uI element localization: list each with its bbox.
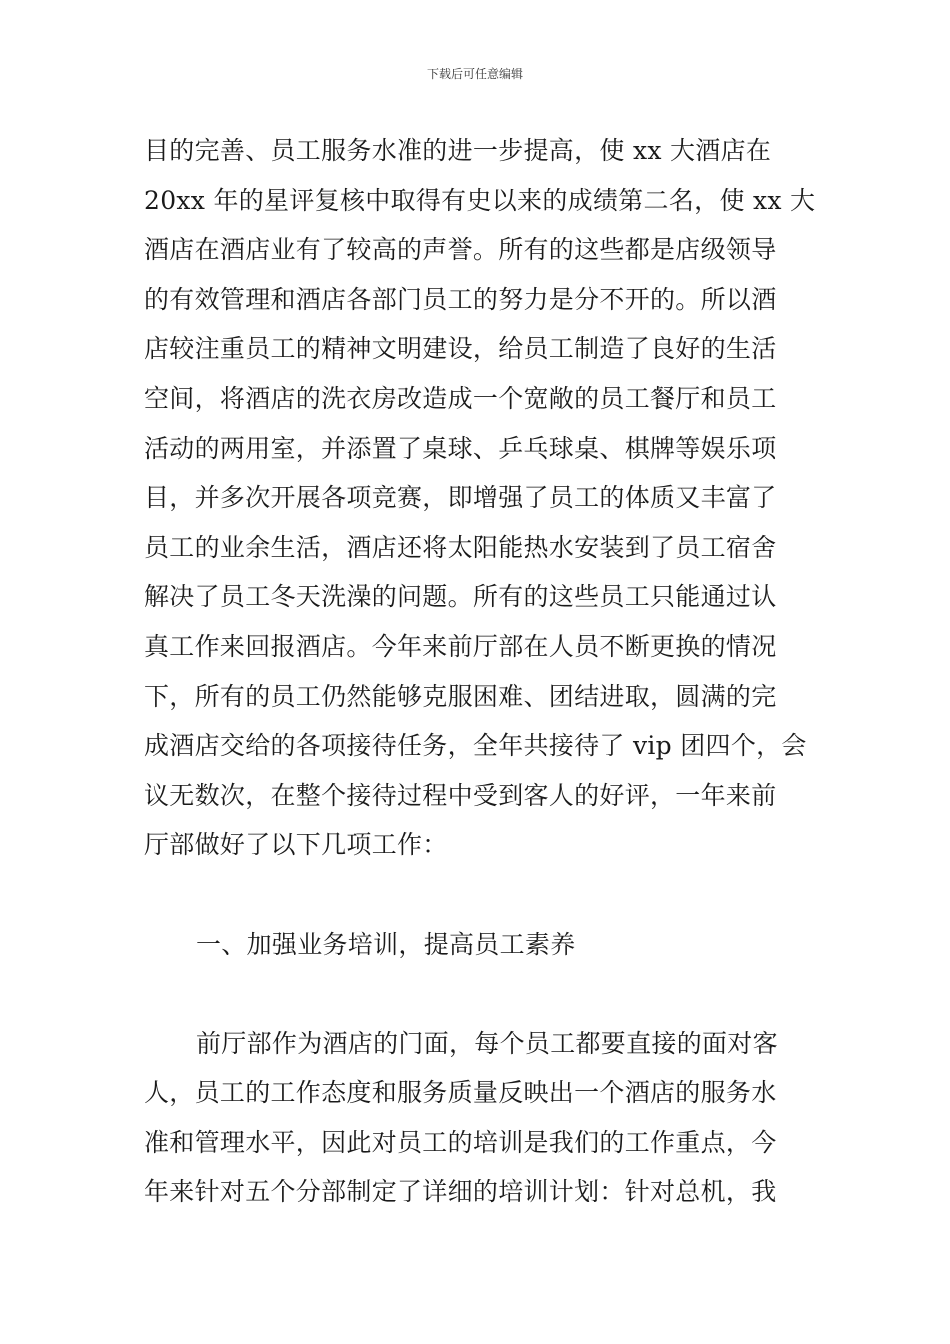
paragraph (144, 1019, 809, 1217)
text-line: 解决了员工冬天洗澡的问题。所有的这些员工只能通过认 (144, 582, 777, 612)
text-line: 空间，将酒店的洗衣房改造成一个宽敞的员工餐厅和员工 (144, 383, 777, 413)
text-line: 准和管理水平，因此对员工的培训是我们的工作重点，今 (144, 1127, 777, 1157)
text-line: 活动的两用室，并添置了桌球、乒乓球桌、棋牌等娱乐项 (144, 433, 777, 463)
paragraph (144, 126, 816, 870)
text-line: 目的完善、员工服务水准的进一步提高，使 xx 大酒店在 (144, 136, 772, 165)
text-line: 目，并多次开展各项竞赛，即增强了员工的体质又丰富了 (144, 483, 777, 513)
text-line: 下，所有的员工仍然能够克服困难、团结进取，圆满的完 (144, 681, 777, 711)
text-line: 人，员工的工作态度和服务质量反映出一个酒店的服务水 (144, 1078, 777, 1108)
text-line: 真工作来回报酒店。今年来前厅部在人员不断更换的情况 (144, 631, 777, 661)
document-body (144, 126, 816, 1217)
page-header: 下载后可任意编辑 (426, 67, 523, 81)
text-line: 成酒店交给的各项接待任务，全年共接待了 vip 团四个，会 (144, 731, 807, 761)
text-line: 年来针对五个分部制定了详细的培训计划：针对总机，我 (144, 1177, 777, 1207)
text-line: 前厅部作为酒店的门面，每个员工都要直接的面对客 (196, 1028, 778, 1058)
text-line: 20xx 年的星评复核中取得有史以来的成绩第二名，使 xx 大 (144, 185, 816, 215)
text-line: 酒店在酒店业有了较高的声誉。所有的这些都是店级领导 (144, 235, 777, 265)
spacer (144, 870, 809, 920)
text-line: 议无数次，在整个接待过程中受到客人的好评，一年来前 (144, 780, 777, 810)
text-line: 的有效管理和酒店各部门员工的努力是分不开的。所以酒 (144, 284, 777, 314)
text-line: 厅部做好了以下几项工作： (144, 830, 448, 860)
text-line: 店较注重员工的精神文明建设，给员工制造了良好的生活 (144, 334, 777, 364)
text-line: 员工的业余生活，酒店还将太阳能热水安装到了员工宿舍 (144, 532, 777, 562)
section-heading: 一、加强业务培训，提高员工素养 (196, 929, 576, 959)
spacer (144, 969, 809, 1019)
